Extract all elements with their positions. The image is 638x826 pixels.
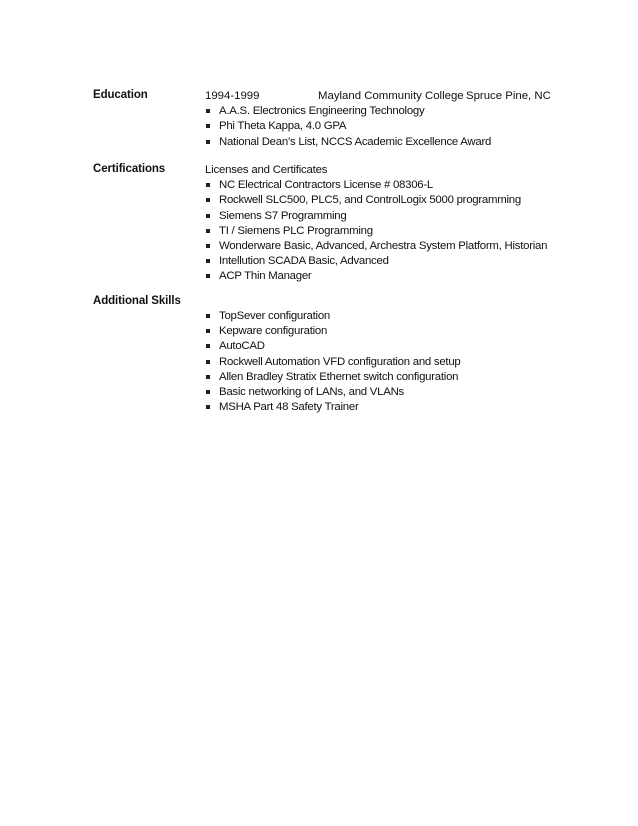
list-item: Allen Bradley Stratix Ethernet switch configuration (205, 370, 605, 385)
bullet-icon (206, 405, 210, 409)
list-item: NC Electrical Contractors License # 08306-L (205, 178, 605, 193)
bullet-icon (206, 124, 210, 128)
additional-skills-heading: Additional Skills (93, 295, 181, 307)
additional-skills-list (205, 309, 605, 415)
bullet-icon (206, 274, 210, 278)
certifications-body (205, 163, 605, 285)
certifications-subheading: Licenses and Certificates (205, 164, 328, 176)
certifications-heading: Certifications (93, 163, 166, 175)
bullet-icon (206, 244, 210, 248)
education-body (205, 89, 605, 150)
bullet-icon (206, 360, 210, 364)
education-years: 1994-1999 (205, 90, 260, 102)
list-item: MSHA Part 48 Safety Trainer (205, 400, 605, 415)
education-header-row (205, 89, 605, 104)
education-school: Mayland Community College (318, 90, 464, 102)
list-item: TI / Siemens PLC Programming (205, 224, 605, 239)
list-item: Siemens S7 Programming (205, 209, 605, 224)
certifications-list (205, 178, 605, 284)
bullet-icon (206, 259, 210, 263)
bullet-icon (206, 109, 210, 113)
list-item: TopSever configuration (205, 309, 605, 324)
bullet-icon (206, 344, 210, 348)
list-item: Basic networking of LANs, and VLANs (205, 385, 605, 400)
education-list (205, 104, 605, 150)
list-item: National Dean’s List, NCCS Academic Excellence Award (205, 135, 605, 150)
list-item: A.A.S. Electronics Engineering Technology (205, 104, 605, 119)
list-item: Intellution SCADA Basic, Advanced (205, 254, 605, 269)
list-item: Phi Theta Kappa, 4.0 GPA (205, 119, 605, 134)
list-item: AutoCAD (205, 339, 605, 354)
list-item: Kepware configuration (205, 324, 605, 339)
additional-skills-body (205, 309, 605, 415)
bullet-icon (206, 329, 210, 333)
bullet-icon (206, 183, 210, 187)
education-heading: Education (93, 89, 148, 101)
bullet-icon (206, 229, 210, 233)
list-item: Rockwell Automation VFD configuration and setup (205, 355, 605, 370)
list-item: Rockwell SLC500, PLC5, and ControlLogix 5000 programming (205, 193, 605, 208)
bullet-icon (206, 214, 210, 218)
bullet-icon (206, 314, 210, 318)
bullet-icon (206, 198, 210, 202)
list-item: ACP Thin Manager (205, 269, 605, 284)
bullet-icon (206, 390, 210, 394)
bullet-icon (206, 140, 210, 144)
education-location: Spruce Pine, NC (466, 90, 551, 102)
bullet-icon (206, 375, 210, 379)
list-item: Wonderware Basic, Advanced, Archestra System Platform, Historian (205, 239, 605, 254)
